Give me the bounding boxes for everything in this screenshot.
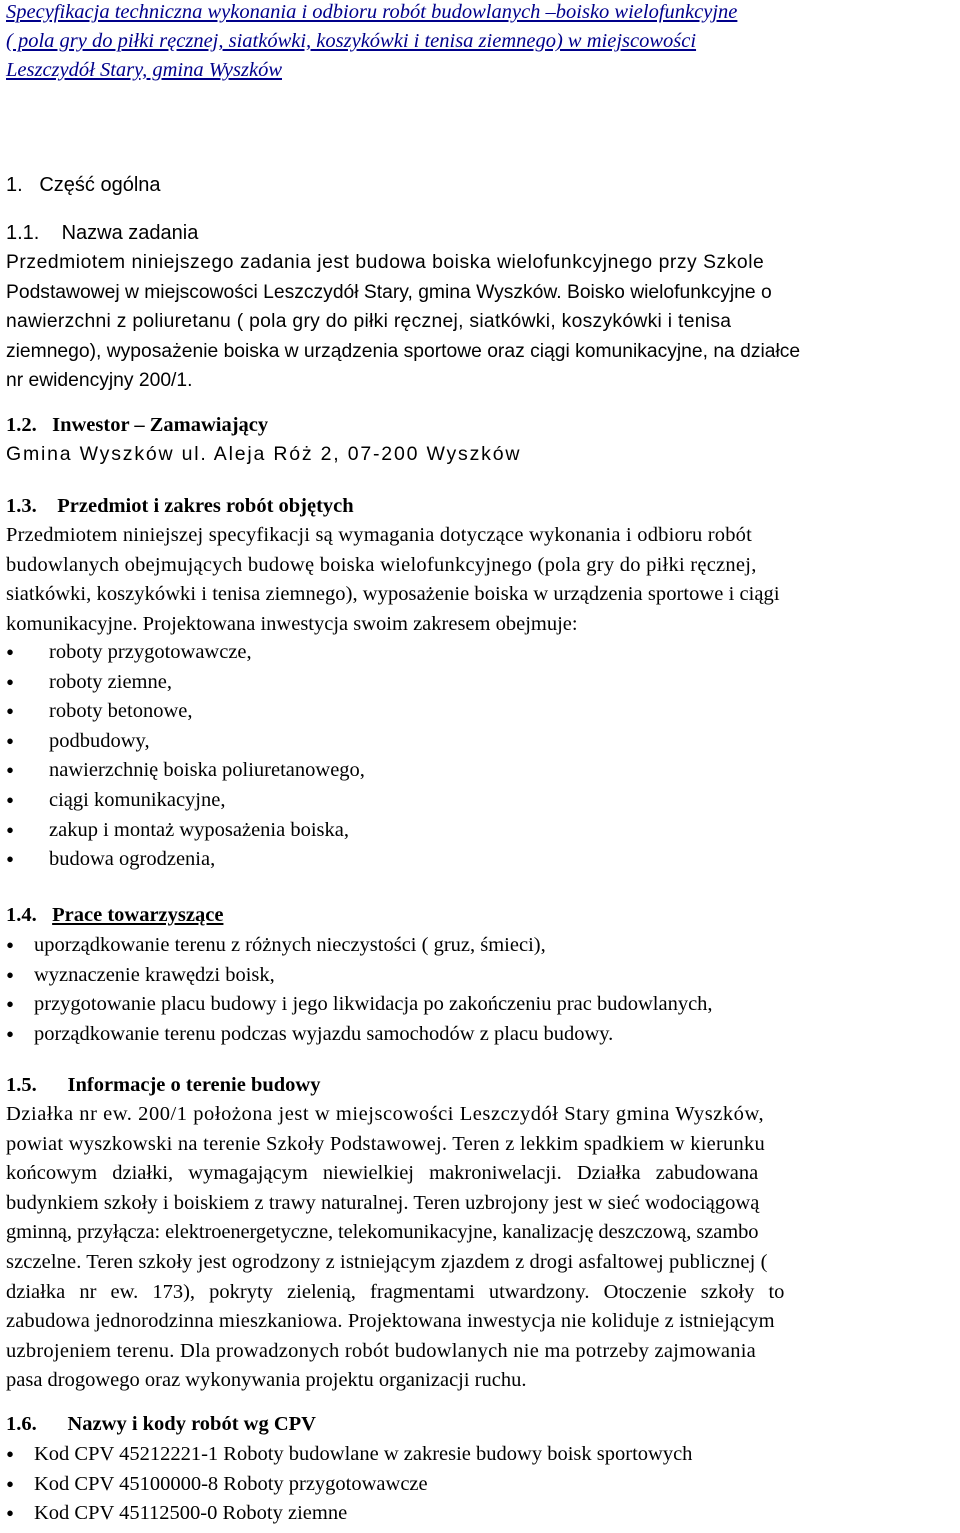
section-1-3-body	[6, 521, 954, 639]
accompanying-works-list	[6, 931, 954, 1049]
paragraph-line: budowlanych obejmujących budowę boiska wielofunkcyjnego (pola gry do piłki ręcznej,	[6, 553, 757, 576]
paragraph-line: szczelne. Teren szkoły jest ogrodzony z istniejącym zjazdem z drogi asfaltowej publicznej (	[6, 1250, 768, 1273]
paragraph-line: powiat wyszkowski na terenie Szkoły Podstawowej. Teren z lekkim spadkiem w kierunku	[6, 1132, 766, 1155]
section-1-5-heading	[6, 1071, 954, 1101]
list-item: • podbudowy,	[6, 727, 954, 757]
list-item: • Kod CPV 45100000-8 Roboty przygotowawcze	[6, 1470, 954, 1500]
paragraph-line: Przedmiotem niniejszego zadania jest budowa boiska wielofunkcyjnego przy Szkole	[6, 252, 765, 273]
section-number: 1.	[6, 174, 23, 196]
section-number: 1.5.	[6, 1074, 37, 1096]
section-title: Inwestor – Zamawiający	[52, 414, 269, 436]
section-1-1-body	[6, 248, 954, 396]
paragraph-line: uzbrojeniem terenu. Dla prowadzonych robót budowlanych nie ma potrzeby zajmowania	[6, 1339, 757, 1362]
paragraph-segment: Boisko wielofunkcyjne o	[566, 281, 772, 303]
list-item: • roboty przygotowawcze,	[6, 638, 954, 668]
section-1-4-heading	[6, 901, 954, 931]
list-item: • Kod CPV 45112500-0 Roboty ziemne	[6, 1499, 954, 1529]
paragraph-line: końcowym działki, wymagającym niewielkiej makroniwelacji. Działka zabudowana	[6, 1162, 759, 1185]
section-1-2-heading	[6, 411, 954, 441]
paragraph-line: nr ewidencyjny 200/1.	[6, 370, 193, 392]
paragraph-segment: Podstawowej w miejscowości Leszczydół Stary, gmina Wyszków.	[6, 281, 562, 303]
paragraph-line: Działka nr ew. 200/1 położona jest w miejscowości Leszczydół Stary gmina Wyszków,	[6, 1103, 765, 1125]
paragraph-line: siatkówki, koszykówki i tenisa ziemnego), wyposażenie boiska w urządzenia sportowe i ciągi	[6, 583, 780, 606]
section-1-3-heading	[6, 492, 954, 522]
list-item: • budowa ogrodzenia,	[6, 845, 954, 875]
paragraph-segment: komunikacyjne.	[6, 612, 138, 635]
list-item: • porządkowanie terenu podczas wyjazdu samochodów z placu budowy.	[6, 1020, 954, 1050]
section-title: Nazwa zadania	[61, 222, 199, 244]
list-item: • uporządkowanie terenu z różnych nieczystości ( gruz, śmieci),	[6, 931, 954, 961]
paragraph-line: gminną, przyłącza: elektroenergetyczne, telekomunikacyjne, kanalizację deszczową, szambo	[6, 1221, 759, 1244]
section-number: 1.3.	[6, 495, 37, 517]
scope-list	[6, 638, 954, 875]
investor-address: Gmina Wyszków ul. Aleja Róż 2, 07-200 Wyszków	[6, 443, 522, 465]
section-1-1-heading	[6, 219, 954, 249]
paragraph-line: pasa drogowego oraz wykonywania projektu organizacji ruchu.	[6, 1369, 527, 1392]
list-item: • nawierzchnię boiska poliuretanowego,	[6, 756, 954, 786]
paragraph-line: budynkiem szkoły i boiskiem z trawy naturalnej. Teren uzbrojony jest w sieć wodociągową	[6, 1191, 760, 1214]
section-1-5-body	[6, 1100, 954, 1396]
section-title: Nazwy i kody robót wg CPV	[67, 1413, 316, 1435]
header-line: ( pola gry do piłki ręcznej, siatkówki, koszykówki i tenisa ziemnego) w miejscowości	[6, 30, 697, 52]
paragraph-segment: Projektowana inwestycja swoim zakresem obejmuje:	[142, 612, 578, 635]
paragraph-line	[6, 278, 954, 308]
list-item: • ciągi komunikacyjne,	[6, 786, 954, 816]
paragraph-line: zabudowa jednorodzinna mieszkaniowa. Projektowana inwestycja nie koliduje z istniejącym	[6, 1310, 775, 1333]
paragraph-line	[6, 610, 954, 640]
list-item: • roboty betonowe,	[6, 697, 954, 727]
section-title: Informacje o terenie budowy	[67, 1074, 321, 1096]
section-1-heading	[6, 171, 954, 201]
cpv-codes-list	[6, 1440, 954, 1529]
list-item: • zakup i montaż wyposażenia boiska,	[6, 816, 954, 846]
paragraph-line: nawierzchni z poliuretanu ( pola gry do piłki ręcznej, siatkówki, koszykówki i tenisa	[6, 311, 732, 333]
section-title: Część ogólna	[39, 174, 161, 196]
section-number: 1.6.	[6, 1413, 37, 1435]
section-1-6-heading	[6, 1410, 954, 1440]
list-item: • Kod CPV 45212221-1 Roboty budowlane w zakresie budowy boisk sportowych	[6, 1440, 954, 1470]
paragraph-line: ziemnego), wyposażenie boiska w urządzenia sportowe oraz ciągi komunikacyjne, na działce	[6, 340, 801, 362]
section-number: 1.2.	[6, 414, 37, 436]
paragraph-line: Przedmiotem niniejszej specyfikacji są wymagania dotyczące wykonania i odbioru robót	[6, 524, 753, 546]
section-title: Przedmiot i zakres robót objętych	[57, 495, 354, 517]
list-item: • wyznaczenie krawędzi boisk,	[6, 961, 954, 991]
section-number: 1.1.	[6, 222, 40, 244]
document-header	[6, 0, 954, 85]
list-item: • roboty ziemne,	[6, 668, 954, 698]
section-title: Prace towarzyszące	[52, 904, 224, 926]
paragraph-line: działka nr ew. 173), pokryty zielenią, fragmentami utwardzony. Otoczenie szkoły to	[6, 1280, 785, 1303]
section-number: 1.4.	[6, 904, 37, 926]
header-line: Specyfikacja techniczna wykonania i odbioru robót budowlanych –boisko wielofunkcyjne	[6, 1, 738, 23]
list-item: • przygotowanie placu budowy i jego likwidacja po zakończeniu prac budowlanych,	[6, 990, 954, 1020]
header-line: Leszczydół Stary, gmina Wyszków	[6, 59, 282, 81]
